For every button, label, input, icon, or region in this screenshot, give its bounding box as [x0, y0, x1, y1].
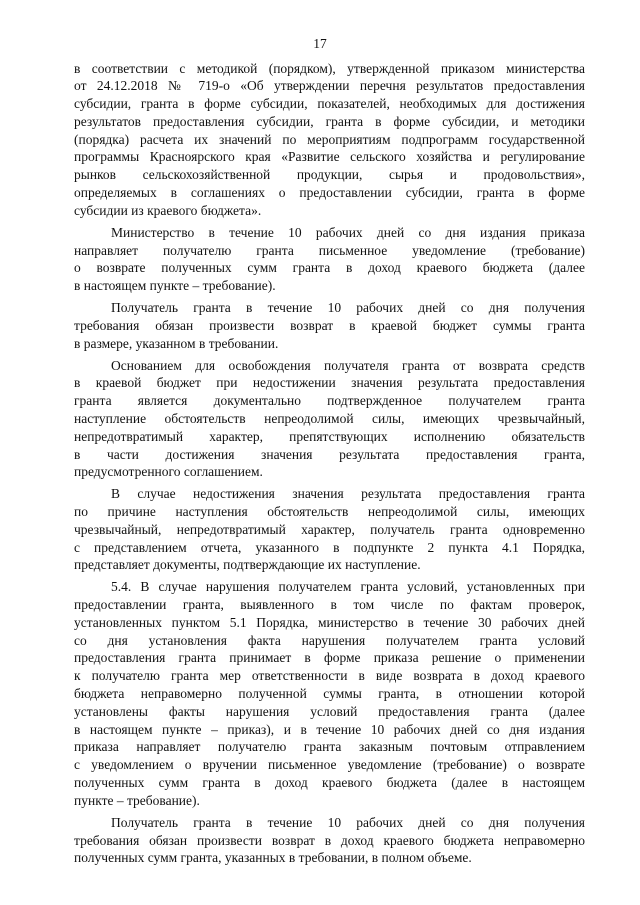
text-line: субсидии из краевого бюджета».	[74, 202, 262, 218]
text-line: с представлением отчета, указанного в подпункте 2 пункта 4.1 Порядка,	[74, 539, 585, 555]
text-line: в размере, указанном в требовании.	[74, 335, 279, 351]
paragraph	[74, 814, 585, 867]
paragraph	[74, 578, 585, 809]
text-line: результатов предоставления субсидии, гранта в форме субсидии, и методики	[74, 113, 585, 129]
text-line: предусмотренного соглашением.	[74, 464, 263, 480]
text-line: в настоящем пункте – требование).	[74, 278, 276, 294]
text-line: чрезвычайный, непредотвратимый характер, получатель гранта одновременно	[74, 521, 585, 537]
text-line: с уведомлением о вручении письменное уведомление (требование) о возврате	[74, 757, 585, 773]
text-line: требования обязан произвести возврат в краевой бюджет суммы гранта	[74, 317, 585, 333]
paragraph	[74, 357, 585, 482]
text-line: в соответствии с методикой (порядком), утвержденной приказом министерства	[74, 60, 585, 76]
text-line: бюджета неправомерно полученной суммы гранта, в отношении которой	[74, 686, 585, 702]
text-line: представляет документы, подтверждающие их наступление.	[74, 557, 421, 573]
text-line: к получателю гранта мер ответственности в виде возврата в доход краевого	[74, 668, 585, 684]
text-line: установленных пунктом 5.1 Порядка, министерство в течение 30 рабочих дней	[74, 614, 585, 630]
text-line: со дня установления факта нарушения получателем гранта условий	[74, 632, 585, 648]
text-line: предоставлении гранта, выявленного в том числе по фактам проверок,	[74, 597, 585, 613]
text-line: в краевой бюджет при недостижении значения результата предоставления	[74, 375, 585, 391]
paragraph	[74, 299, 585, 352]
text-line: 5.4. В случае нарушения получателем гранта условий, установленных при	[111, 579, 585, 595]
text-line: от 24.12.2018 № 719-о «Об утверждении перечня результатов предоставления	[74, 78, 585, 94]
text-line: установлены факты нарушения условий предоставления гранта (далее	[74, 703, 585, 719]
text-line: пункте – требование).	[74, 792, 200, 808]
text-line: о возврате полученных сумм гранта в доход краевого бюджета (далее	[74, 260, 585, 276]
text-line: непредотвратимый характер, препятствующих исполнению обязательств	[74, 428, 585, 444]
text-line: (порядка) расчета их значений по мероприятиям подпрограмм государственной	[74, 131, 585, 147]
paragraph	[74, 224, 585, 295]
paragraph	[74, 60, 585, 220]
text-line: полученных сумм гранта, указанных в требовании, в полном объеме.	[74, 850, 472, 866]
text-line: полученных сумм гранта в доход краевого бюджета (далее в настоящем	[74, 775, 585, 791]
text-line: Министерство в течение 10 рабочих дней со дня издания приказа	[111, 224, 585, 240]
text-line: Получатель гранта в течение 10 рабочих дней со дня получения	[111, 814, 585, 830]
text-line: программы Красноярского края «Развитие сельского хозяйства и регулирование	[74, 149, 585, 165]
text-line: предоставления гранта принимает в форме приказа решение о применении	[74, 650, 585, 666]
text-line: направляет получателю гранта письменное уведомление (требование)	[74, 242, 585, 258]
text-line: по причине наступления обстоятельств непреодолимой силы, имеющих	[74, 504, 585, 519]
text-line: субсидии, гранта в форме субсидии, показателей, необходимых для достижения	[74, 96, 585, 112]
text-line: В случае недостижения значения результата предоставления гранта	[111, 486, 585, 502]
page-number: 17	[313, 36, 327, 51]
text-line: приказа направляет получателю гранта заказным почтовым отправлением	[74, 739, 585, 755]
text-line: требования обязан произвести возврат в доход краевого бюджета неправомерно	[74, 832, 585, 848]
text-line: наступление обстоятельств непреодолимой силы, имеющих чрезвычайный,	[74, 410, 585, 426]
body-text	[74, 60, 585, 868]
text-line: в части достижения значения результата предоставления гранта,	[74, 446, 585, 462]
text-line: Получатель гранта в течение 10 рабочих дней со дня получения	[111, 300, 585, 316]
text-line: гранта является документально подтвержденное получателем гранта	[74, 393, 585, 409]
paragraph	[74, 485, 585, 574]
text-line: Основанием для освобождения получателя гранта от возврата средств	[111, 357, 585, 373]
text-line: определяемых в соглашениях о предоставлении субсидии, гранта в форме	[74, 185, 585, 201]
text-line: в настоящем пункте – приказ), и в течение 10 рабочих дней со дня издания	[74, 721, 585, 737]
text-line: рынков сельскохозяйственной продукции, сырья и продовольствия»,	[74, 167, 585, 183]
